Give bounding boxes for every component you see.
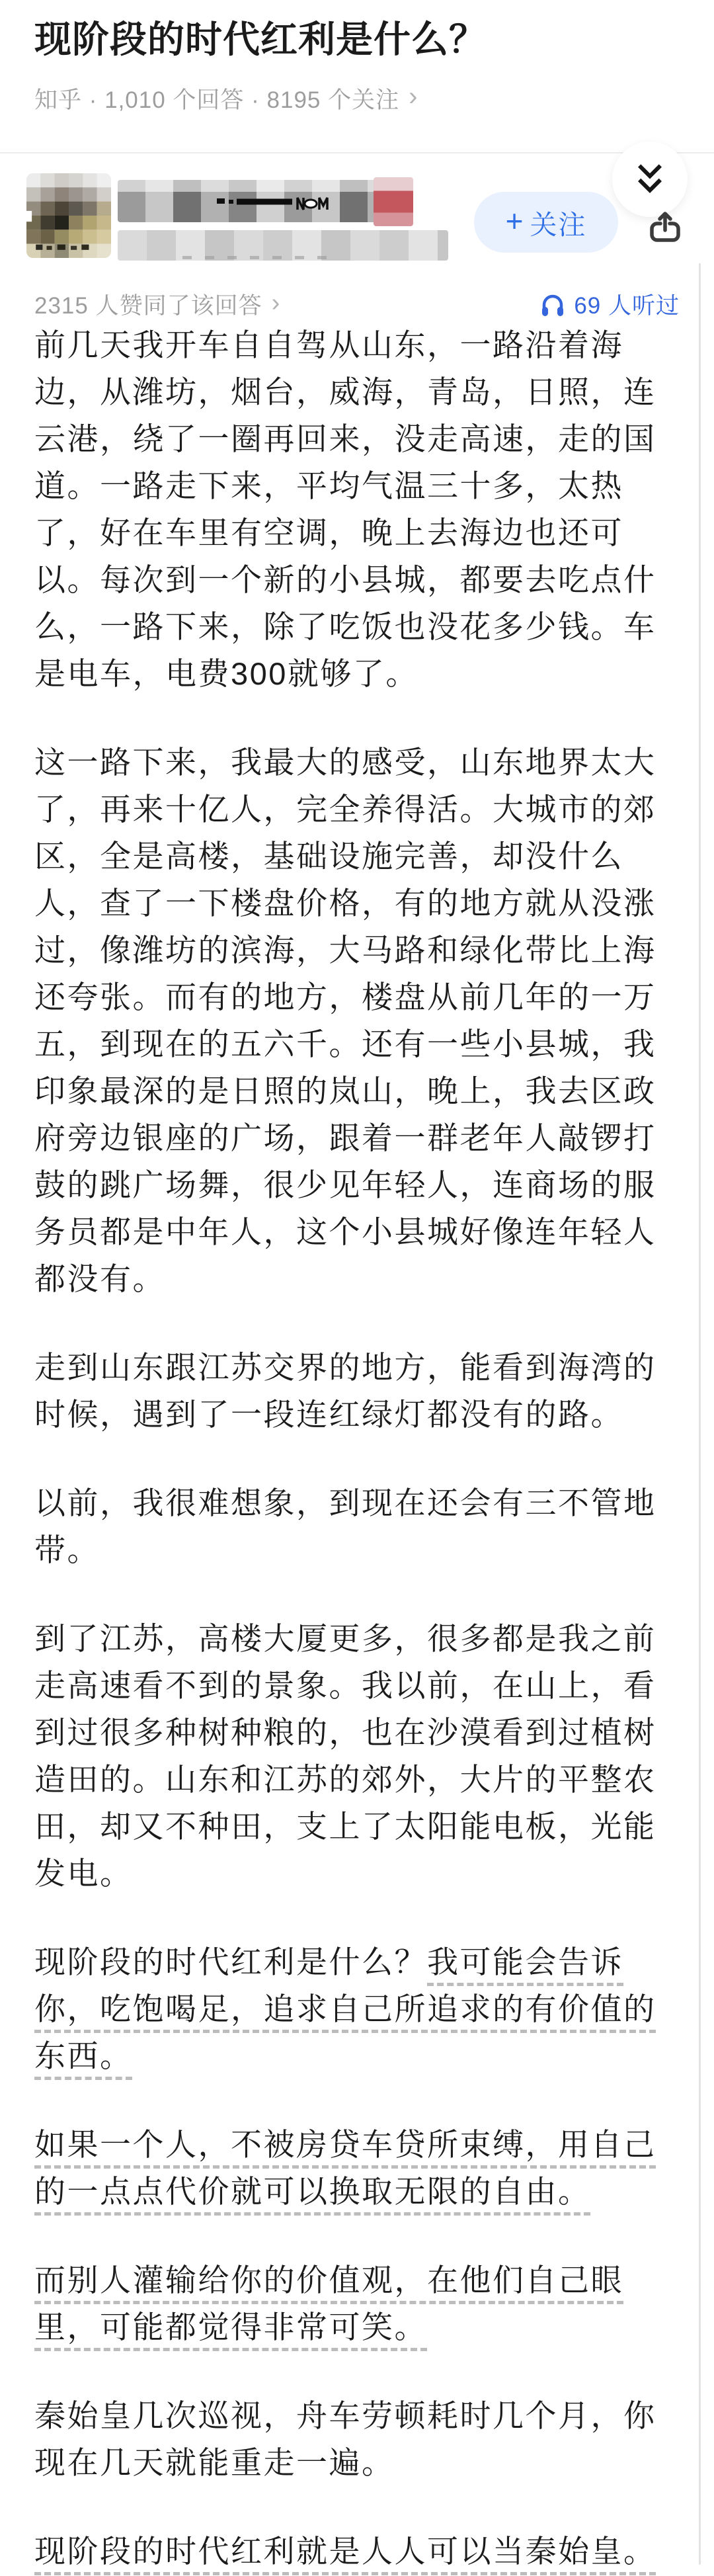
censor-scribble bbox=[213, 180, 332, 222]
answer-paragraph bbox=[34, 739, 680, 1302]
question-meta-text: 知乎 · 1,010 个回答 · 8195 个关注 bbox=[34, 87, 400, 114]
answer-card bbox=[0, 153, 714, 2575]
answer-author-row bbox=[34, 153, 680, 288]
avatar-mosaic bbox=[26, 173, 111, 258]
collapse-button[interactable] bbox=[612, 142, 688, 217]
paragraph-text-highlighted: 我可能会告诉你，吃饱喝足，追求自己所追求的有价值的东西。 bbox=[34, 1944, 656, 2074]
chevron-right-icon: › bbox=[271, 288, 281, 317]
answer-paragraph bbox=[34, 1344, 680, 1438]
paragraph-text-highlighted: 而别人灌输给你的价值观，在他们自己眼里，可能都觉得非常可笑。 bbox=[34, 2263, 623, 2345]
answer-paragraph bbox=[34, 1615, 680, 1897]
answer-paragraph bbox=[34, 2528, 680, 2575]
follow-button[interactable] bbox=[474, 192, 618, 253]
share-icon bbox=[646, 212, 684, 245]
paragraph-text: 以前，我很难想象，到现在还会有三不管地带。 bbox=[34, 1485, 656, 1568]
paragraph-text-highlighted: 现阶段的时代红利就是人人可以当秦始皇。 bbox=[34, 2534, 656, 2569]
plus-icon: + bbox=[505, 204, 525, 239]
paragraph-text-highlighted: 如果一个人，不被房贷车贷所束缚，用自己的一点点代价就可以换取无限的自由。 bbox=[34, 2127, 656, 2210]
share-button[interactable] bbox=[646, 212, 684, 245]
question-meta-link[interactable] bbox=[34, 82, 680, 115]
answer-body bbox=[34, 321, 680, 2575]
listen-count-link[interactable] bbox=[539, 288, 680, 321]
follow-label: 关注 bbox=[530, 209, 587, 240]
answer-stats-row bbox=[34, 288, 680, 320]
answer-paragraph bbox=[34, 321, 680, 697]
question-header bbox=[0, 0, 714, 115]
answer-paragraph bbox=[34, 2257, 680, 2350]
answer-paragraph bbox=[34, 1479, 680, 1573]
double-chevron-down-icon bbox=[635, 161, 665, 197]
headphones-icon bbox=[539, 291, 566, 317]
listen-text: 69 人听过 bbox=[574, 293, 680, 319]
paragraph-text: 走到山东跟江苏交界的地方，能看到海湾的时候，遇到了一段连红绿灯都没有的路。 bbox=[34, 1350, 656, 1433]
chevron-right-icon: › bbox=[409, 82, 418, 112]
paragraph-text: 这一路下来，我最大的感受，山东地界太大了，再来十亿人，完全养得活。大城市的郊区，全是高楼，基础设施完善，却没什么人，查了一下楼盘价格，有的地方就从没涨过，像潍坊的滨海，大马路和绿化带比上海还夸张。而有的地方，楼盘从前几年的一万五，到现在的五六千。还有一些小县城，我印象最深的是日照的岚山，晚上，我去区政府旁边银座的广场，跟着一群老年人敲锣打鼓的跳广场舞，很少见年轻人，连商场的服务员都是中年人，这个小县城好像连年轻人都没有。 bbox=[34, 745, 656, 1297]
question-title: 现阶段的时代红利是什么？ bbox=[34, 19, 487, 60]
upvote-text: 2315 人赞同了该回答 bbox=[34, 293, 262, 319]
user-bio-redacted bbox=[118, 230, 448, 261]
answer-paragraph bbox=[34, 1938, 680, 2079]
paragraph-text: 现阶段的时代红利是什么？ bbox=[34, 1944, 427, 1980]
scrollbar[interactable] bbox=[699, 263, 701, 2565]
answer-paragraph bbox=[34, 2121, 680, 2215]
paragraph-text: 秦始皇几次巡视，舟车劳顿耗时几个月，你现在几天就能重走一遍。 bbox=[34, 2398, 656, 2481]
answer-paragraph bbox=[34, 2392, 680, 2486]
avatar[interactable] bbox=[26, 173, 111, 258]
upvote-count-link[interactable] bbox=[34, 288, 280, 321]
paragraph-text: 前几天我开车自自驾从山东，一路沿着海边，从潍坊，烟台，威海，青岛，日照，连云港，绕了一圈再回来，没走高速，走的国道。一路走下来，平均气温三十多，太热了，好在车里有空调，晚上去海边也还可以。每次到一个新的小县城，都要去吃点什么，一路下来，除了吃饭也没花多少钱。车是电车，电费300就够了。 bbox=[34, 327, 656, 692]
paragraph-text: 到了江苏，高楼大厦更多，很多都是我之前走高速看不到的景象。我以前，在山上，看到过很多种树种粮的，也在沙漠看到过植树造田的。山东和江苏的郊外，大片的平整农田，却又不种田，支上了太阳能电板，光能发电。 bbox=[34, 1621, 656, 1891]
